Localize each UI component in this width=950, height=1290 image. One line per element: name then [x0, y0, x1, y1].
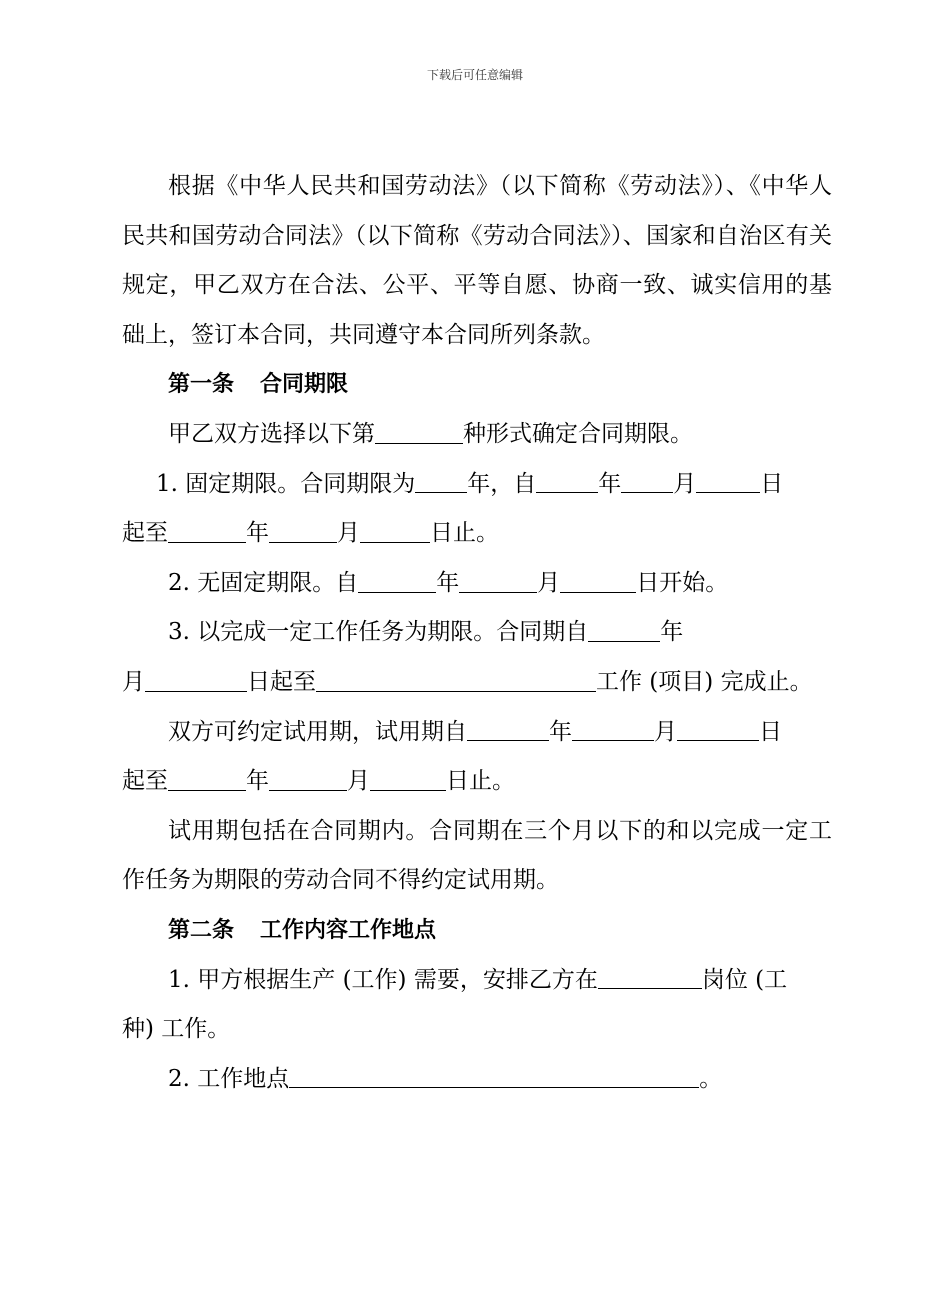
year-label: 年 — [246, 768, 269, 795]
month-label: 月 — [673, 470, 697, 497]
trial-start-month-blank[interactable] — [572, 717, 654, 741]
trial-start-year-blank[interactable] — [467, 717, 549, 741]
fixed-from-label: 年，自 — [467, 470, 537, 497]
trial-end-month-blank[interactable] — [269, 767, 347, 791]
task-term-line — [122, 608, 832, 658]
fixed-term-line — [122, 460, 832, 510]
fixed-years-blank[interactable] — [415, 469, 467, 493]
trial-start-day-blank[interactable] — [677, 717, 759, 741]
month-label: 月 — [122, 668, 145, 695]
preamble-paragraph: 根据《中华人民共和国劳动法》（以下简称《劳动法》）、《中华人民共和国劳动合同法》（以下简称《劳动合同法》）、国家和自治区有关规定，甲乙双方在合法、公平、平等自愿、协商一致、诚实信用的基础上，签订本合同，共同遵守本合同所列条款。 — [122, 173, 832, 348]
fixed-term-end-line — [122, 509, 832, 559]
task-until-label: 日起至 — [247, 668, 316, 695]
trial-end-year-blank[interactable] — [168, 767, 246, 791]
period-mark: 。 — [699, 1065, 723, 1092]
task-start-year-blank[interactable] — [588, 618, 660, 642]
year-label: 年 — [549, 718, 572, 745]
year-label: 年 — [598, 470, 622, 497]
article-1-title: 合同期限 — [260, 372, 349, 398]
term-choice-text-end: 种形式确定合同期限。 — [463, 420, 693, 447]
task-term-end-line — [122, 658, 832, 708]
page-header: 下载后可任意编辑 — [426, 68, 523, 82]
year-label: 年 — [436, 569, 460, 596]
fixed-term-label: 1. 固定期限。合同期限为 — [156, 470, 416, 497]
work-location-label: 2. 工作地点 — [168, 1065, 290, 1092]
task-start-month-blank[interactable] — [145, 668, 247, 692]
trial-end-day-blank[interactable] — [370, 767, 446, 791]
position-line — [122, 956, 832, 1006]
work-location-blank[interactable] — [289, 1064, 699, 1088]
open-start-day-blank[interactable] — [560, 569, 636, 593]
until-label: 起至 — [122, 768, 168, 795]
start-label: 日开始。 — [636, 569, 729, 596]
fixed-start-month-blank[interactable] — [621, 469, 673, 493]
fixed-end-day-blank[interactable] — [360, 519, 430, 543]
day-label: 日 — [759, 718, 782, 745]
end-day-label: 日止。 — [446, 768, 515, 795]
end-day-label: 日止。 — [430, 520, 499, 547]
month-label: 月 — [537, 569, 561, 596]
fixed-start-year-blank[interactable] — [536, 469, 598, 493]
term-choice-line — [122, 410, 832, 460]
month-label: 月 — [654, 718, 677, 745]
task-end-label: 工作 (项目) 完成止。 — [596, 668, 813, 695]
until-label: 起至 — [122, 520, 168, 547]
work-location-line — [122, 1055, 832, 1105]
month-label: 月 — [337, 520, 360, 547]
trial-note-paragraph: 试用期包括在合同期内。合同期在三个月以下的和以完成一定工作任务为期限的劳动合同不得约定试用期。 — [122, 817, 832, 894]
article-2-title: 工作内容工作地点 — [260, 917, 437, 943]
trial-period-line — [122, 708, 832, 758]
day-label: 日 — [760, 470, 784, 497]
position-end-line: 种) 工作。 — [122, 1016, 231, 1043]
task-term-label: 3. 以完成一定工作任务为期限。合同期自 — [168, 619, 589, 646]
year-label: 年 — [246, 520, 269, 547]
position-label: 1. 甲方根据生产 (工作) 需要，安排乙方在 — [168, 966, 598, 993]
trial-period-end-line — [122, 757, 832, 807]
article-1-number: 第一条 — [168, 372, 235, 398]
year-label: 年 — [660, 619, 684, 646]
article-2-heading — [122, 906, 832, 956]
fixed-end-month-blank[interactable] — [269, 519, 337, 543]
trial-period-label: 双方可约定试用期，试用期自 — [168, 718, 467, 745]
position-blank[interactable] — [598, 965, 702, 989]
term-choice-blank[interactable] — [375, 420, 463, 444]
month-label: 月 — [347, 768, 370, 795]
term-choice-text: 甲乙双方选择以下第 — [168, 420, 375, 447]
article-1-heading — [122, 360, 832, 410]
article-2-number: 第二条 — [168, 917, 235, 943]
fixed-end-year-blank[interactable] — [168, 519, 246, 543]
position-suffix: 岗位 (工 — [701, 966, 788, 993]
contract-body — [122, 162, 832, 1104]
task-project-blank[interactable] — [316, 668, 596, 692]
fixed-start-day-blank[interactable] — [696, 469, 760, 493]
open-term-line — [122, 559, 832, 609]
open-term-label: 2. 无固定期限。自 — [168, 569, 359, 596]
open-start-year-blank[interactable] — [358, 569, 436, 593]
open-start-month-blank[interactable] — [459, 569, 537, 593]
